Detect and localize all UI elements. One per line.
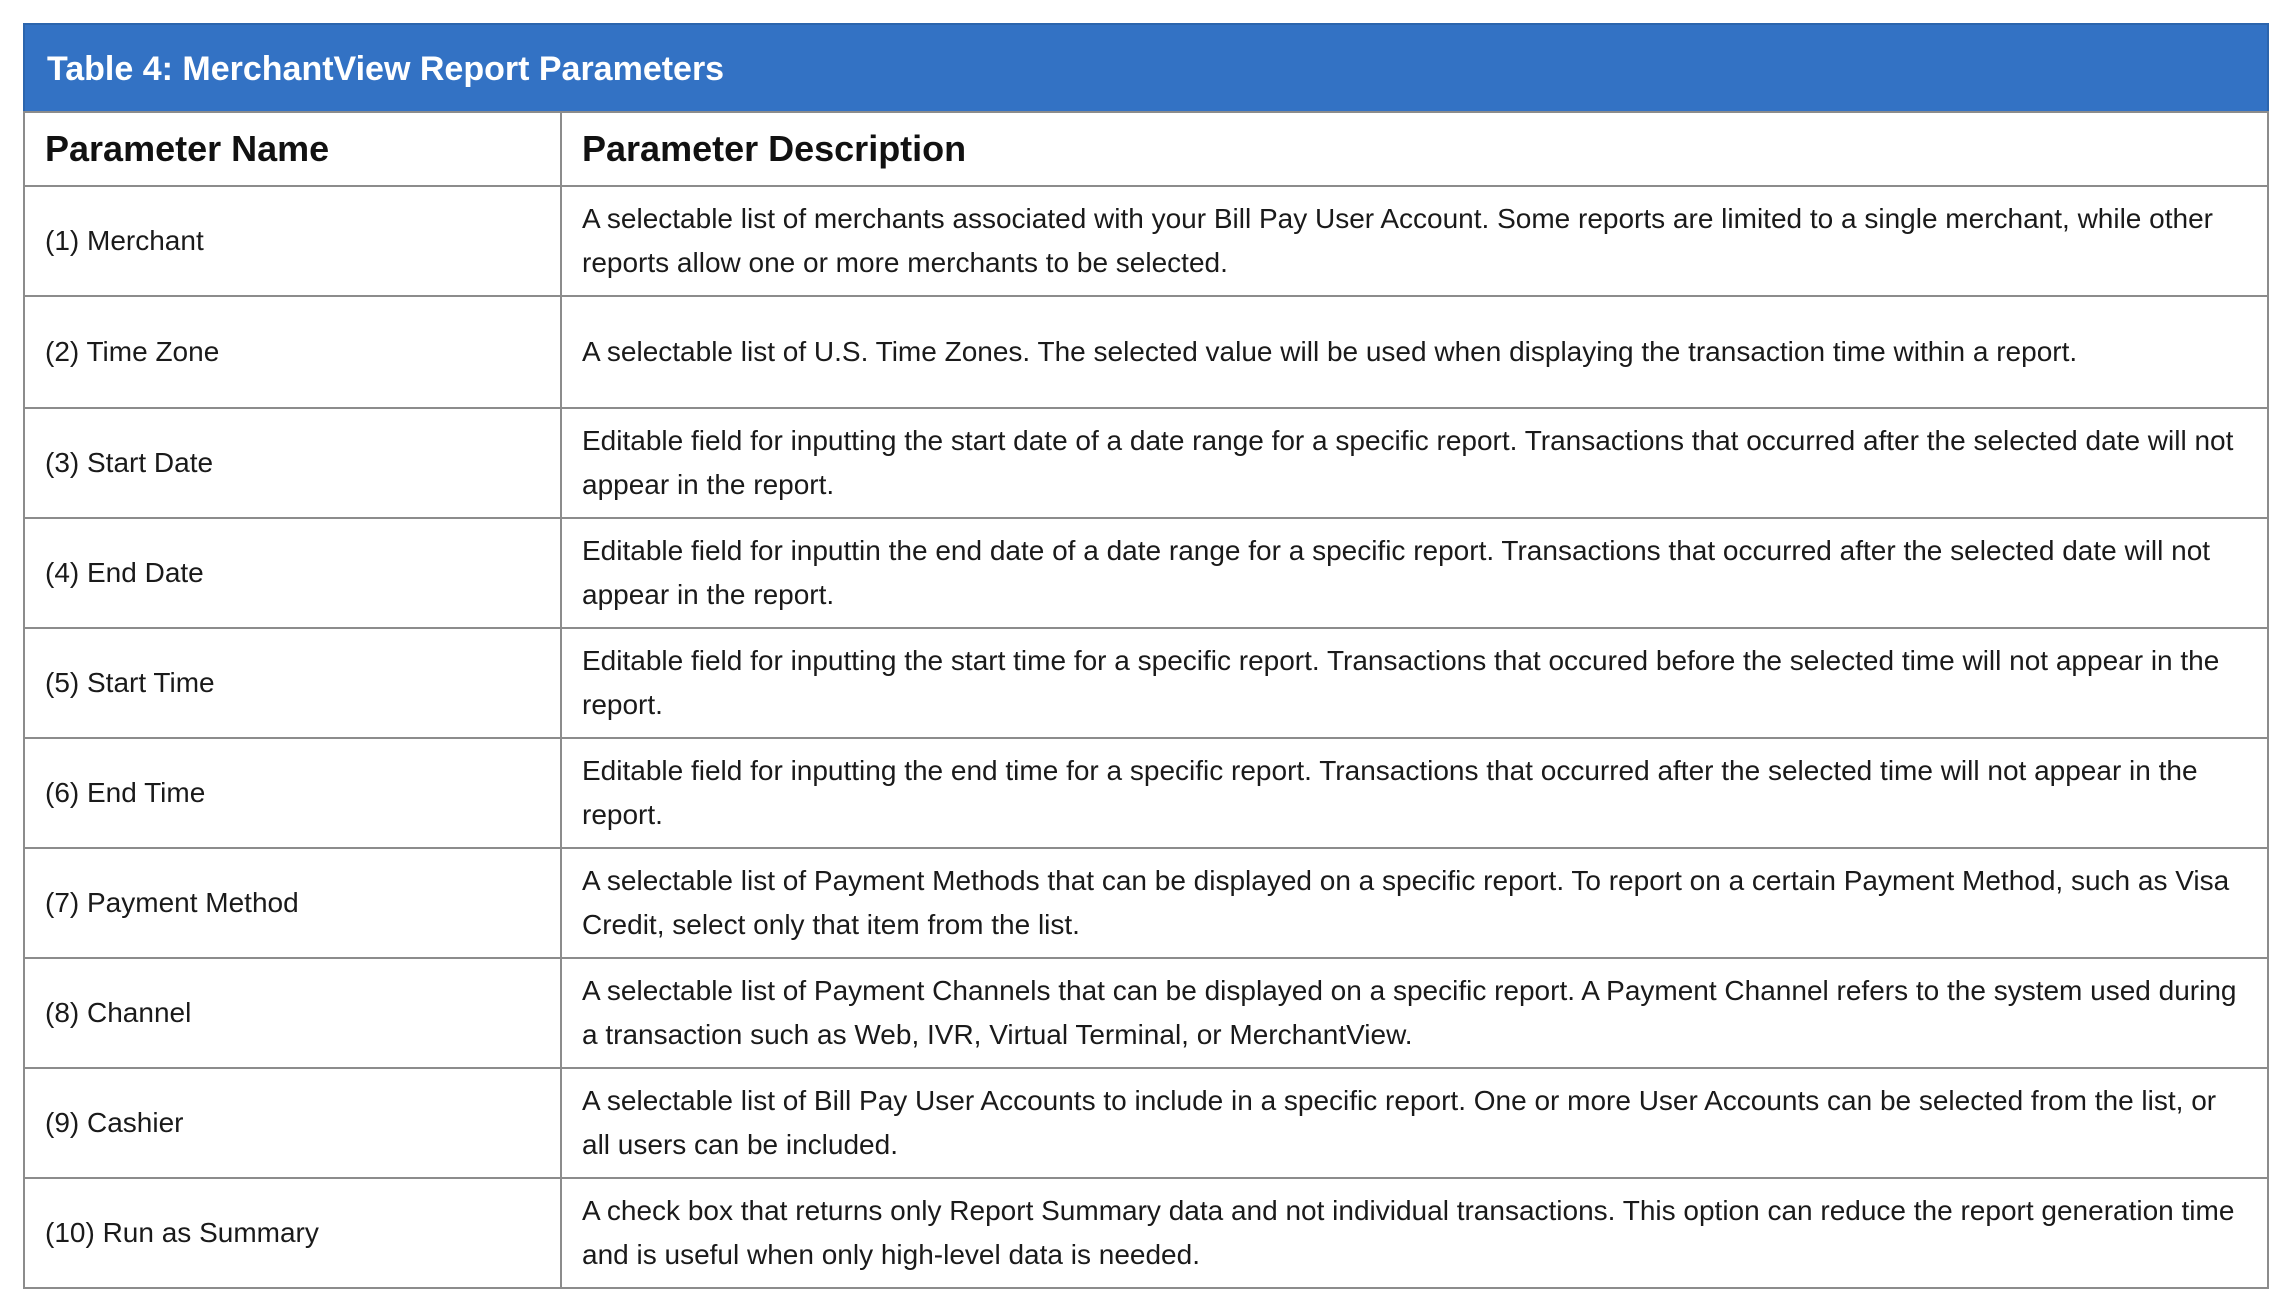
parameter-name-cell: (5) Start Time (24, 628, 561, 738)
table-row (24, 738, 2268, 848)
parameter-name-cell: (1) Merchant (24, 186, 561, 296)
table-row (24, 408, 2268, 518)
parameter-name-cell: (4) End Date (24, 518, 561, 628)
table-row (24, 848, 2268, 958)
parameter-description-cell: Editable field for inputting the start date of a date range for a specific report. Transactions that occurred after the selected date will not appear in the report. (561, 408, 2268, 518)
parameter-description-cell: Editable field for inputting the end time for a specific report. Transactions that occurred after the selected time will not appear in the report. (561, 738, 2268, 848)
table-row (24, 1068, 2268, 1178)
parameter-name-cell: (3) Start Date (24, 408, 561, 518)
parameter-description-cell: A selectable list of Payment Methods that can be displayed on a specific report. To report on a certain Payment Method, such as Visa Credit, select only that item from the list. (561, 848, 2268, 958)
parameter-name-cell: (7) Payment Method (24, 848, 561, 958)
header-parameter-name: Parameter Name (24, 112, 561, 186)
table-row (24, 296, 2268, 408)
table-row (24, 186, 2268, 296)
parameter-name-cell: (8) Channel (24, 958, 561, 1068)
header-row (24, 112, 2268, 186)
parameter-description-cell: Editable field for inputting the start time for a specific report. Transactions that occured before the selected time will not appear in the report. (561, 628, 2268, 738)
table-row (24, 518, 2268, 628)
header-parameter-description: Parameter Description (561, 112, 2268, 186)
parameter-name-cell: (10) Run as Summary (24, 1178, 561, 1288)
parameter-description-cell: A selectable list of merchants associated with your Bill Pay User Account. Some reports are limited to a single merchant, while other reports allow one or more merchants to be selected. (561, 186, 2268, 296)
parameter-description-cell: A selectable list of Bill Pay User Accounts to include in a specific report. One or more User Accounts can be selected from the list, or all users can be included. (561, 1068, 2268, 1178)
table-row (24, 628, 2268, 738)
parameter-name-cell: (9) Cashier (24, 1068, 561, 1178)
parameters-table-container (23, 23, 2269, 1289)
table-row (24, 958, 2268, 1068)
parameter-description-cell: A check box that returns only Report Summary data and not individual transactions. This option can reduce the report generation time and is useful when only high-level data is needed. (561, 1178, 2268, 1288)
parameter-description-cell: Editable field for inputtin the end date of a date range for a specific report. Transactions that occurred after the selected date will not appear in the report. (561, 518, 2268, 628)
table-row (24, 1178, 2268, 1288)
parameter-name-cell: (6) End Time (24, 738, 561, 848)
table-title: Table 4: MerchantView Report Parameters (23, 23, 2269, 111)
parameter-description-cell: A selectable list of U.S. Time Zones. The selected value will be used when displaying the transaction time within a report. (561, 296, 2268, 408)
parameter-description-cell: A selectable list of Payment Channels that can be displayed on a specific report. A Payment Channel refers to the system used during a transaction such as Web, IVR, Virtual Terminal, or MerchantView. (561, 958, 2268, 1068)
parameter-name-cell: (2) Time Zone (24, 296, 561, 408)
parameters-table (23, 111, 2269, 1289)
